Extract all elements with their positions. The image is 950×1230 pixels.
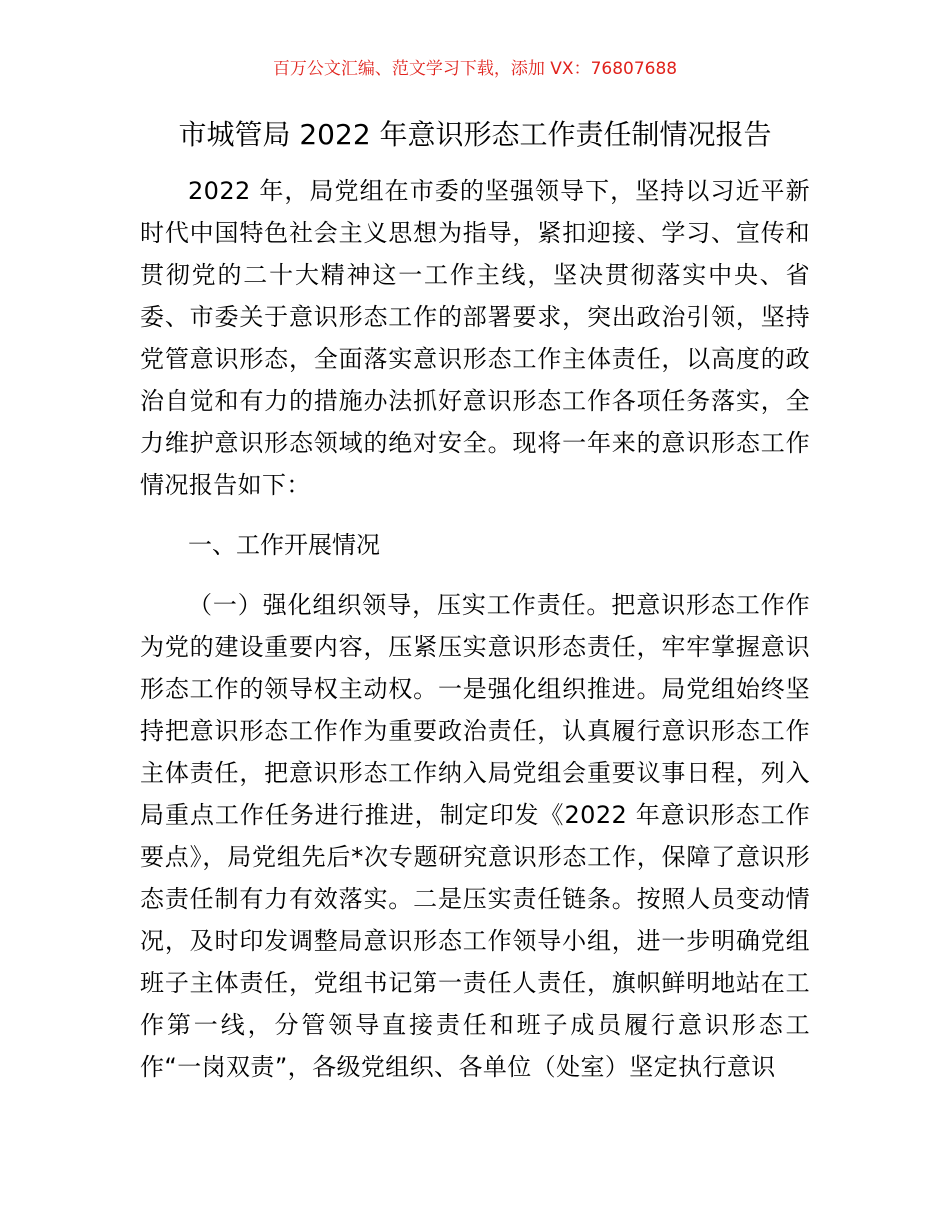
section-heading: 一、工作开展情况 [188, 531, 380, 559]
section-paragraph: （一）强化组织领导，压实工作责任。把意识形态工作作为党的建设重要内容，压紧压实意识形态责任，牢牢掌握意识形态工作的领导权主动权。一是强化组织推进。局党组始终坚持把意识形态工作作为重要政治责任，认真履行意识形态工作主体责任，把意识形态工作纳入局党组会重要议事日程，列入局重点工作任务进行推进，制定印发《2022 年意识形态工作要点》，局党组先后*次专题研究意识形态工作，保障了意识形态责任制有力有效落实。二是压实责任链条。按照人员变动情况，及时印发调整局意识形态工作领导小组，进一步明确党组班子主体责任，党组书记第一责任人责任，旗帜鲜明地站在工作第一线，分管领导直接责任和班子成员履行意识形态工作“一岗双责”，各级党组织、各单位（处室）坚定执行意识 [140, 591, 810, 1081]
document-title: 市城管局 2022 年意识形态工作责任制情况报告 [178, 118, 772, 151]
watermark-text: 百万公文汇编、范文学习下载，添加 VX：76807688 [272, 59, 678, 79]
document-body [140, 170, 810, 1088]
intro-paragraph: 2022 年，局党组在市委的坚强领导下，坚持以习近平新时代中国特色社会主义思想为指导，紧扣迎接、学习、宣传和贯彻党的二十大精神这一工作主线，坚决贯彻落实中央、省委、市委关于意识形态工作的部署要求，突出政治引领，坚持党管意识形态，全面落实意识形态工作主体责任，以高度的政治自觉和有力的措施办法抓好意识形态工作各项任务落实，全力维护意识形态领域的绝对安全。现将一年来的意识形态工作情况报告如下： [140, 177, 810, 499]
